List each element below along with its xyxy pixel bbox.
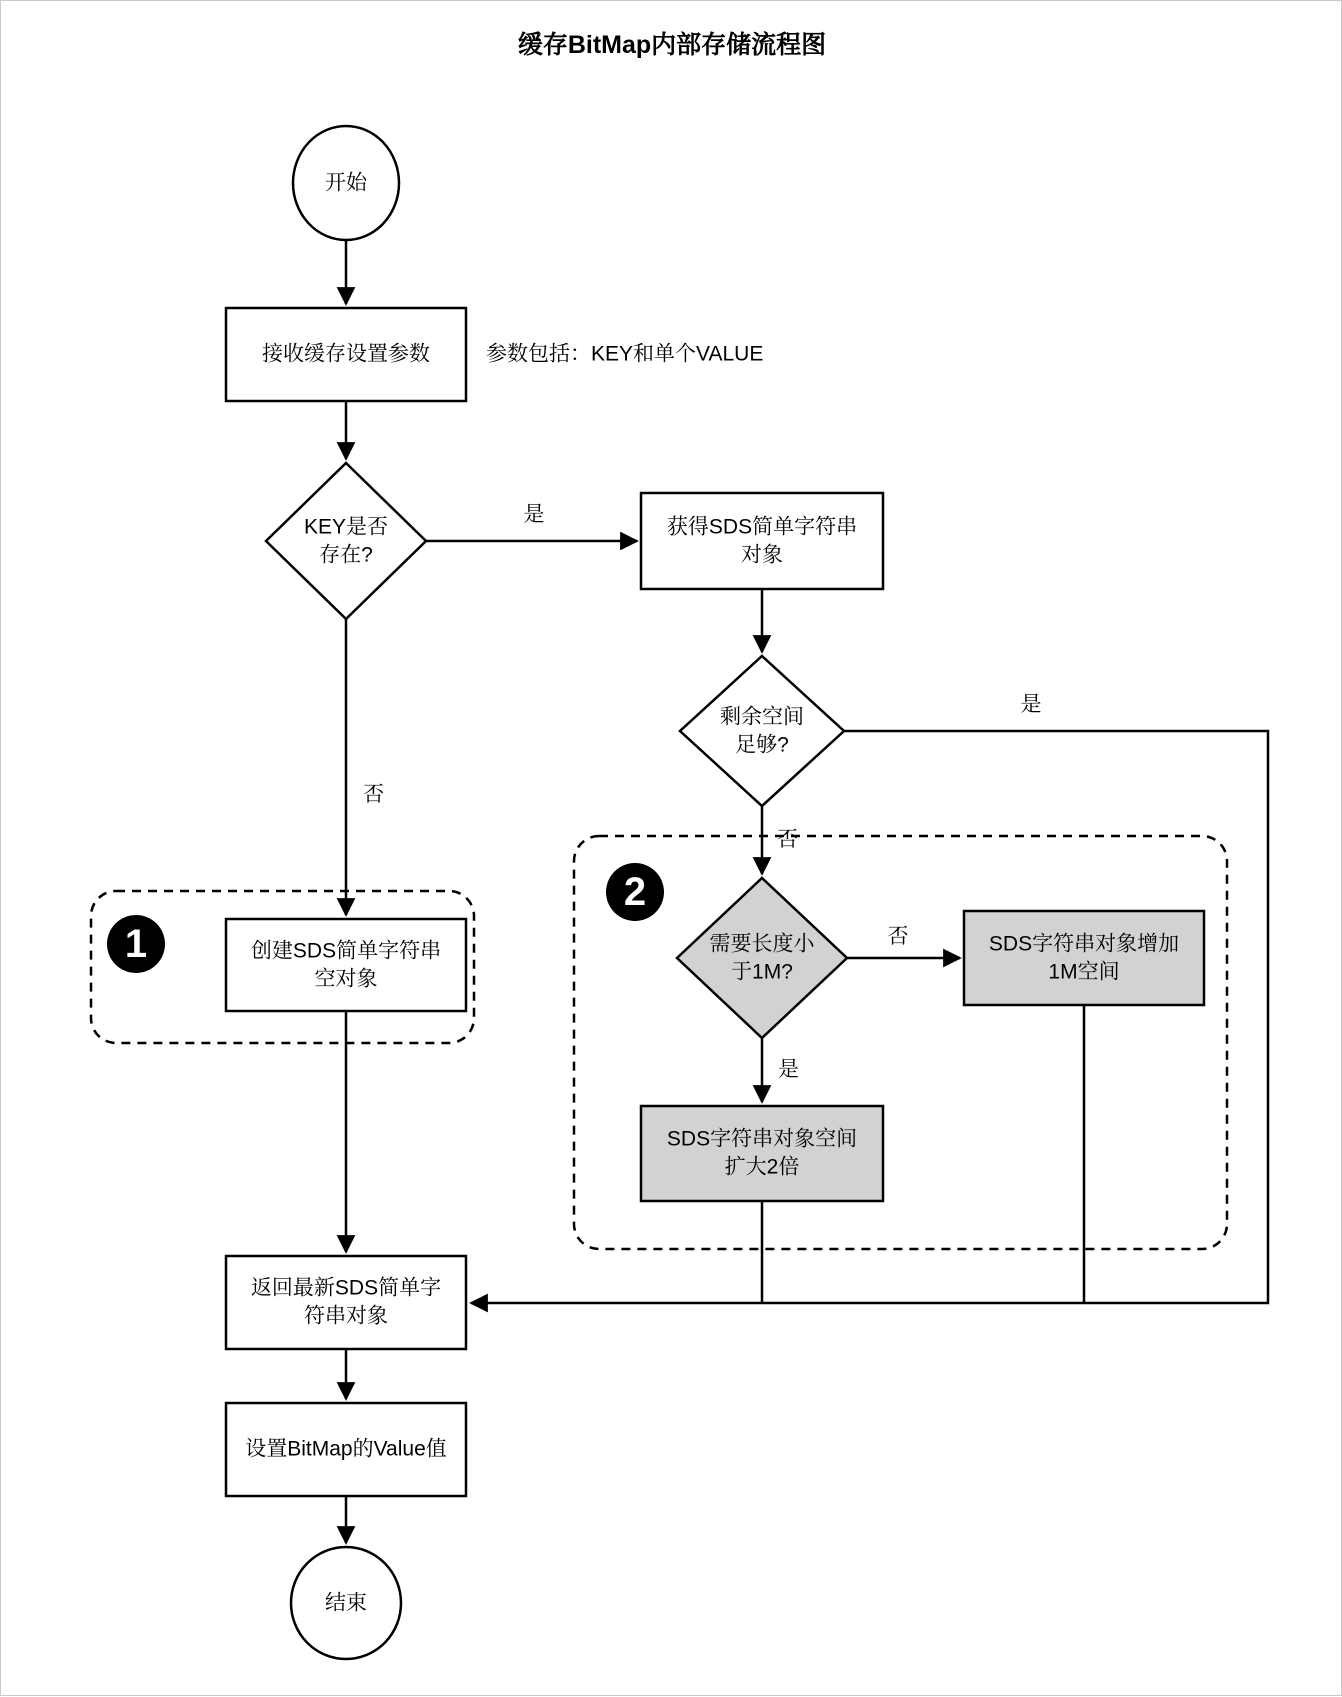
need-lt-1m-label-line1: 需要长度小 <box>709 932 815 956</box>
label-space-no: 否 <box>777 828 798 851</box>
need-lt-1m-shape <box>677 878 847 1038</box>
expand-2x-label-line2: 扩大2倍 <box>724 1155 800 1179</box>
node-space-enough <box>680 656 844 806</box>
key-exists-label-line2: 存在? <box>319 543 373 567</box>
need-lt-1m-label-line2: 于1M? <box>731 960 793 984</box>
label-lt1m-no: 否 <box>887 925 909 948</box>
get-sds-label-line2: 对象 <box>741 543 783 567</box>
node-get-sds <box>641 493 883 589</box>
space-enough-label-line1: 剩余空间 <box>720 705 804 729</box>
node-need-lt-1m <box>677 878 847 1038</box>
space-enough-label-line2: 足够? <box>735 733 789 757</box>
edges <box>346 240 1268 1543</box>
diagram-title: 缓存BitMap内部存储流程图 <box>517 31 827 59</box>
region-1-badge-number: 1 <box>124 922 148 966</box>
receive-params-label: 接收缓存设置参数 <box>262 342 430 366</box>
node-expand-2x <box>641 1106 883 1201</box>
node-end <box>291 1547 401 1659</box>
node-start <box>293 126 399 240</box>
key-exists-shape <box>266 463 426 619</box>
start-terminal-label: 开始 <box>325 171 367 195</box>
space-enough-shape <box>680 656 844 806</box>
node-key-exists <box>266 463 426 619</box>
expand-2x-shape <box>641 1106 883 1201</box>
expand-2x-label-line1: SDS字符串对象空间 <box>666 1127 858 1151</box>
create-sds-label-line2: 空对象 <box>314 967 378 991</box>
label-key-yes: 是 <box>523 503 545 526</box>
add-1m-shape <box>964 911 1204 1005</box>
create-sds-shape <box>226 919 466 1011</box>
return-sds-label-line1: 返回最新SDS简单字 <box>250 1276 442 1300</box>
node-receive-params <box>226 308 466 401</box>
add-1m-label-line1: SDS字符串对象增加 <box>988 932 1180 956</box>
params-annotation: 参数包括：KEY和单个VALUE <box>486 342 764 366</box>
region-2-badge-number: 2 <box>623 870 647 914</box>
set-value-label: 设置BitMap的Value值 <box>245 1437 447 1461</box>
key-exists-label-line1: KEY是否 <box>303 515 389 539</box>
label-lt1m-yes: 是 <box>778 1058 799 1081</box>
node-add-1m <box>964 911 1204 1005</box>
flowchart-canvas <box>1 1 1342 1697</box>
get-sds-shape <box>641 493 883 589</box>
label-key-no: 否 <box>363 783 384 806</box>
return-sds-shape <box>226 1256 466 1349</box>
node-return-sds <box>226 1256 466 1349</box>
create-sds-label-line1: 创建SDS简单字符串 <box>250 939 442 963</box>
end-terminal-label: 结束 <box>325 1591 367 1615</box>
node-create-sds <box>226 919 466 1011</box>
get-sds-label-line1: 获得SDS简单字符串 <box>666 515 858 539</box>
node-set-value <box>226 1403 466 1496</box>
label-space-yes: 是 <box>1020 693 1042 716</box>
return-sds-label-line2: 符串对象 <box>304 1304 388 1328</box>
add-1m-label-line2: 1M空间 <box>1048 960 1120 984</box>
edge-spaceenough-yes-to-returnsds <box>471 731 1268 1303</box>
